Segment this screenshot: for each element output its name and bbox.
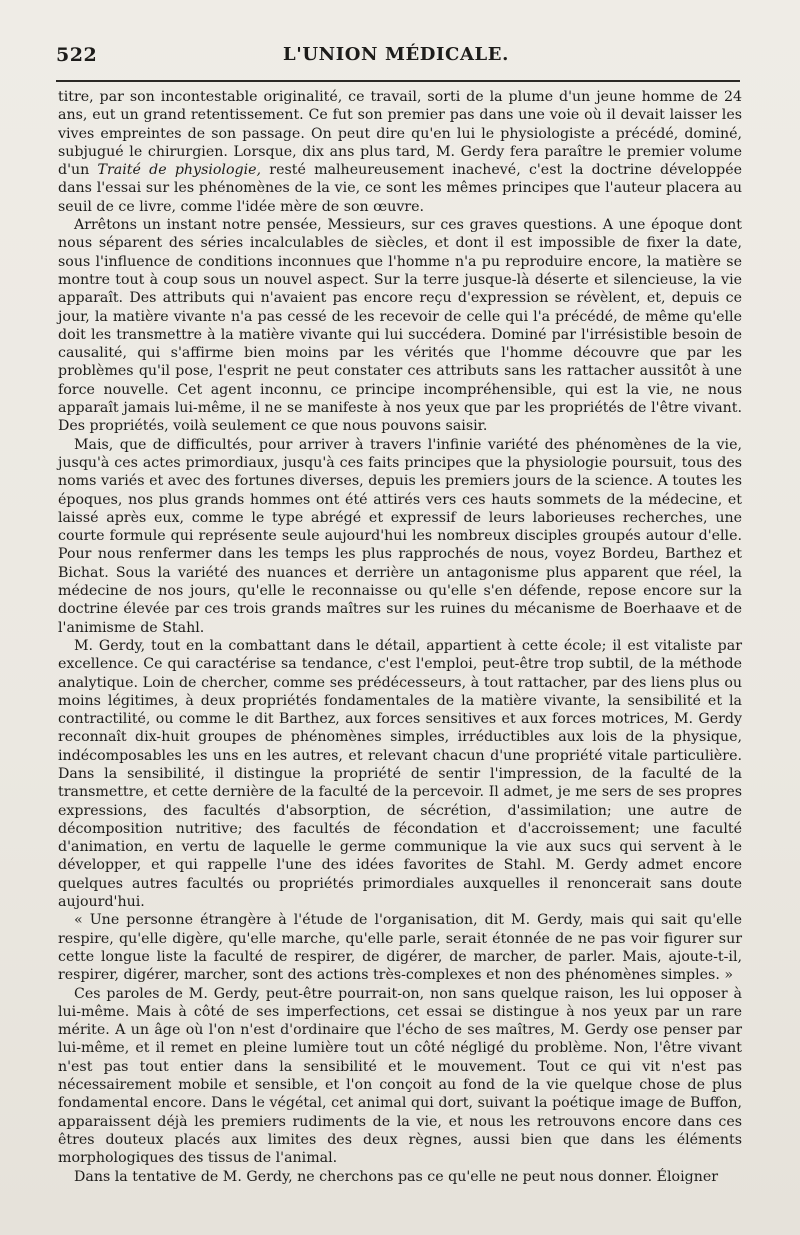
running-head	[56, 44, 736, 72]
paragraph: Ces paroles de M. Gerdy, peut-être pourrait-on, non sans quelque raison, les lui opposer à lui-même. Mais à côté de ses imperfections, cet essai se distingue à nos yeux par un rare mérite. A un âge où l'on n'est d'ordinaire que l'écho de ses maîtres, M. Gerdy ose penser par lui-même, et il remet en pleine lumière tout un côté négligé du problème. Non, l'être vivant n'est pas tout entier dans la sensibilité et le mouvement. Tout ce qui vit n'est pas nécessairement mobile et sensible, et l'on conçoit au fond de la vie quelque chose de plus fondamental encore. Dans le végétal, cet animal qui dort, suivant la poétique image de Buffon, apparaissent déjà les premiers rudiments de la vie, et nous les retrouvons encore dans ces êtres douteux placés aux limites des deux règnes, aussi bien que dans les éléments morphologiques des tissus de l'animal.	[58, 985, 742, 1167]
paragraph: titre, par son incontestable originalité, ce travail, sorti de la plume d'un jeune homme de 24 ans, eut un grand retentissement. Ce fut son premier pas dans une voie où il devait laisser les vives empreintes de son passage. On peut dire qu'en lui le physiologiste a précédé, dominé, subjugué le chirurgien. Lorsque, dix ans plus tard, M. Gerdy fera paraître le premier volume d'un Traité de physiologie, resté malheureusement inachevé, c'est la doctrine développée dans l'essai sur les phénomènes de la vie, ce sont les mêmes principes que l'auteur placera au seuil de ce livre, comme l'idée mère de son œuvre.	[58, 89, 742, 215]
paragraph: Arrêtons un instant notre pensée, Messieurs, sur ces graves questions. A une époque dont nous séparent des séries incalculables de siècles, et dont il est impossible de fixer la date, sous l'influence de conditions inconnues que l'homme n'a pu reproduire encore, la matière se montre tout à coup sous un nouvel aspect. Sur la terre jusque-là déserte et silencieuse, la vie apparaît. Des attributs qui n'avaient pas encore reçu d'expression se révèlent, et, depuis ce jour, la matière vivante n'a pas cessé de les recevoir de celle qui l'a précédé, de même qu'elle doit les transmettre à la matière vivante qui lui succédera. Dominé par l'irrésistible besoin de causalité, qui s'affirme bien moins par les vérités que l'homme découvre que par les problèmes qu'il pose, l'esprit ne peut constater ces attributs sans les rattacher aussitôt à une force nouvelle. Cet agent inconnu, ce principe incompréhensible, qui est la vie, ne nous apparaît jamais lui-même, il ne se manifeste à nos yeux que par les propriétés de l'être vivant. Des propriétés, voilà seulement ce que nous pouvons saisir.	[58, 217, 742, 435]
paragraph: « Une personne étrangère à l'étude de l'organisation, dit M. Gerdy, mais qui sait qu'elle respire, qu'elle digère, qu'elle marche, qu'elle parle, serait étonnée de ne pas voir figurer sur cette longue liste la faculté de respirer, de digérer, de marcher, de parler. Mais, ajoute-t-il, respirer, digérer, marcher, sont des actions très-complexes et non des phénomènes simples. »	[58, 912, 742, 984]
page-number: 522	[56, 44, 98, 66]
header-rule	[56, 80, 740, 82]
paragraph: M. Gerdy, tout en la combattant dans le détail, appartient à cette école; il est vitaliste par excellence. Ce qui caractérise sa tendance, c'est l'emploi, peut-être trop subtil, de la méthode analytique. Loin de chercher, comme ses prédécesseurs, à tout rattacher, par des liens plus ou moins légitimes, à deux propriétés fondamentales de la matière vivante, la sensibilité et la contractilité, ou comme le dit Barthez, aux forces sensitives et aux forces motrices, M. Gerdy reconnaît dix-huit groupes de phénomènes simples, irréductibles aux lois de la physique, indécomposables les uns en les autres, et relevant chacun d'une propriété vitale particulière. Dans la sensibilité, il distingue la propriété de sentir l'impression, de la faculté de la transmettre, et cette dernière de la faculté de la percevoir. Il admet, je me sers de ses propres expressions, des facultés d'absorption, de sécrétion, d'assimilation; une autre de décomposition nutritive; des facultés de fécondation et d'accroissement; une faculté d'animation, en vertu de laquelle le germe communique la vie aux sucs qui servent à le développer, et qui rappelle l'une des idées favorites de Stahl. M. Gerdy admet encore quelques autres facultés ou propriétés primordiales auxquelles il renoncerait sans doute aujourd'hui.	[58, 637, 742, 911]
journal-title: L'UNION MÉDICALE.	[283, 44, 509, 65]
article-body	[58, 88, 742, 1186]
book-title: Traité de physiologie,	[97, 162, 262, 179]
paragraph: Mais, que de difficultés, pour arriver à travers l'infinie variété des phénomènes de la vie, jusqu'à ces actes primordiaux, jusqu'à ces faits principes que la physiologie poursuit, tous des noms variés et avec des fortunes diverses, depuis les premiers jours de la science. A toutes les époques, nos plus grands hommes ont été attirés vers ces hauts sommets de la médecine, et laissé après eux, comme le type abrégé et expressif de leurs laborieuses recherches, une courte formule qui représente seule aujourd'hui les nombreux disciples groupés autour d'elle. Pour nous renfermer dans les temps les plus rapprochés de nous, voyez Bordeu, Barthez et Bichat. Sous la variété des nuances et derrière un antagonisme plus apparent que réel, la médecine de nos jours, qu'elle le reconnaisse ou qu'elle s'en défende, repose encore sur la doctrine élevée par ces trois grands maîtres sur les ruines du mécanisme de Boerhaave et de l'animisme de Stahl.	[58, 436, 742, 636]
paragraph: Dans la tentative de M. Gerdy, ne cherchons pas ce qu'elle ne peut nous donner. Éloigner	[74, 1168, 719, 1185]
